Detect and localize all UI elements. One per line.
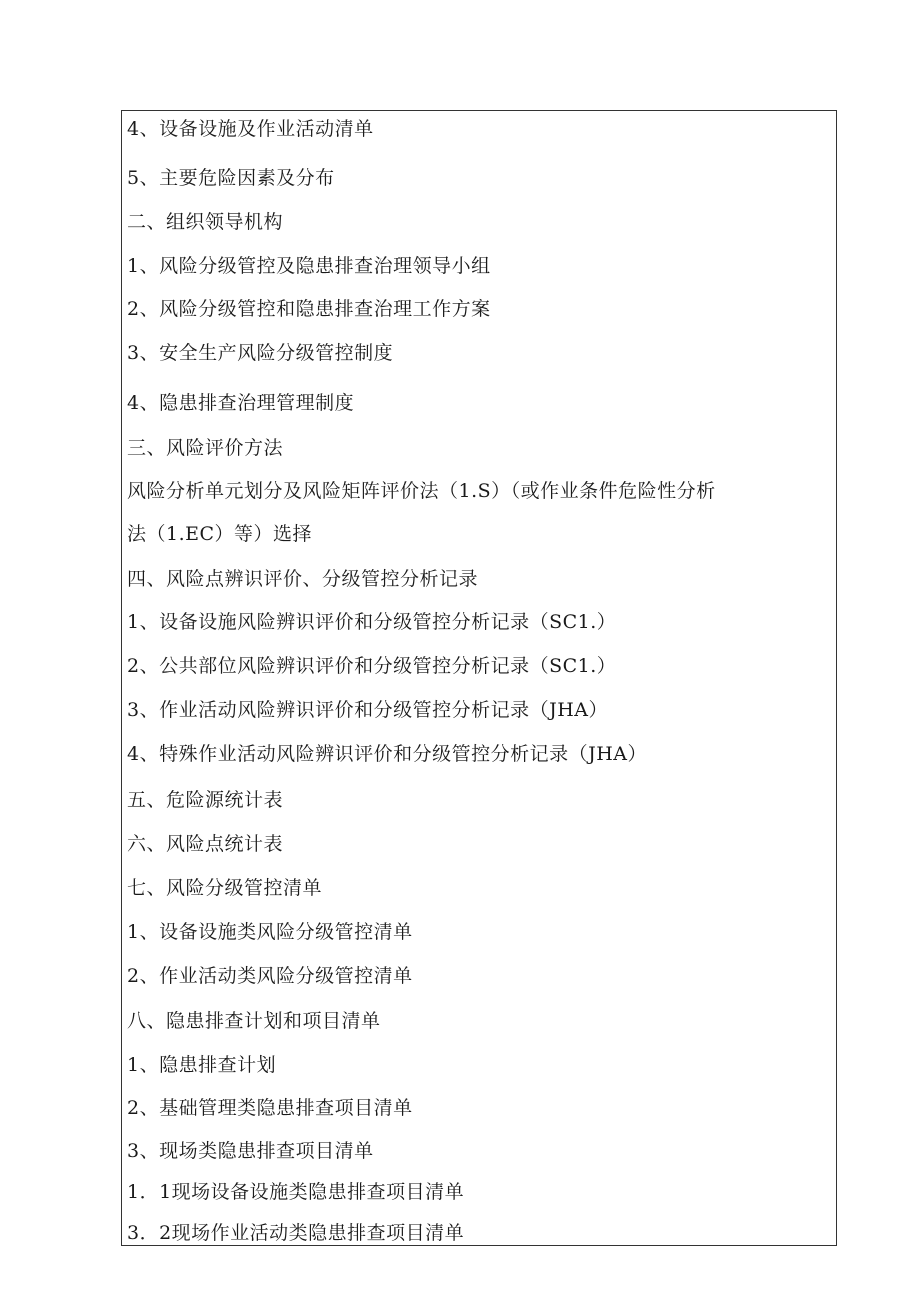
toc-line: 2、公共部位风险辨识评价和分级管控分析记录（SC1.） bbox=[127, 655, 617, 677]
toc-line: 1、隐患排查计划 bbox=[127, 1054, 277, 1076]
toc-line: 3、作业活动风险辨识评价和分级管控分析记录（JHA） bbox=[127, 699, 608, 721]
toc-section-heading: 三、风险评价方法 bbox=[127, 437, 284, 459]
toc-line: 3．2现场作业活动类隐患排查项目清单 bbox=[127, 1222, 465, 1244]
toc-line: 2、作业活动类风险分级管控清单 bbox=[127, 965, 413, 987]
toc-section-heading: 六、风险点统计表 bbox=[127, 833, 284, 855]
toc-line: 1、设备设施类风险分级管控清单 bbox=[127, 921, 413, 943]
toc-line: 5、主要危险因素及分布 bbox=[127, 167, 335, 189]
toc-section-heading: 二、组织领导机构 bbox=[127, 211, 284, 233]
toc-line: 4、设备设施及作业活动清单 bbox=[127, 118, 374, 140]
toc-line: 风险分析单元划分及风险矩阵评价法（1.S）（或作业条件危险性分析 bbox=[127, 480, 716, 502]
toc-line: 4、隐患排查治理管理制度 bbox=[127, 392, 355, 414]
toc-line: 3、安全生产风险分级管控制度 bbox=[127, 342, 394, 364]
toc-line: 3、现场类隐患排查项目清单 bbox=[127, 1140, 374, 1162]
toc-section-heading: 七、风险分级管控清单 bbox=[127, 877, 323, 899]
toc-line: 1、风险分级管控及隐患排查治理领导小组 bbox=[127, 255, 491, 277]
toc-line: 2、基础管理类隐患排查项目清单 bbox=[127, 1097, 413, 1119]
toc-section-heading: 四、风险点辨识评价、分级管控分析记录 bbox=[127, 568, 479, 590]
toc-line: 1．1现场设备设施类隐患排查项目清单 bbox=[127, 1181, 465, 1203]
toc-section-heading: 八、隐患排查计划和项目清单 bbox=[127, 1010, 381, 1032]
toc-line: 法（1.EC）等）选择 bbox=[127, 523, 313, 545]
toc-section-heading: 五、危险源统计表 bbox=[127, 789, 284, 811]
toc-line: 1、设备设施风险辨识评价和分级管控分析记录（SC1.） bbox=[127, 611, 617, 633]
toc-line: 2、风险分级管控和隐患排查治理工作方案 bbox=[127, 298, 491, 320]
toc-line: 4、特殊作业活动风险辨识评价和分级管控分析记录（JHA） bbox=[127, 743, 647, 765]
